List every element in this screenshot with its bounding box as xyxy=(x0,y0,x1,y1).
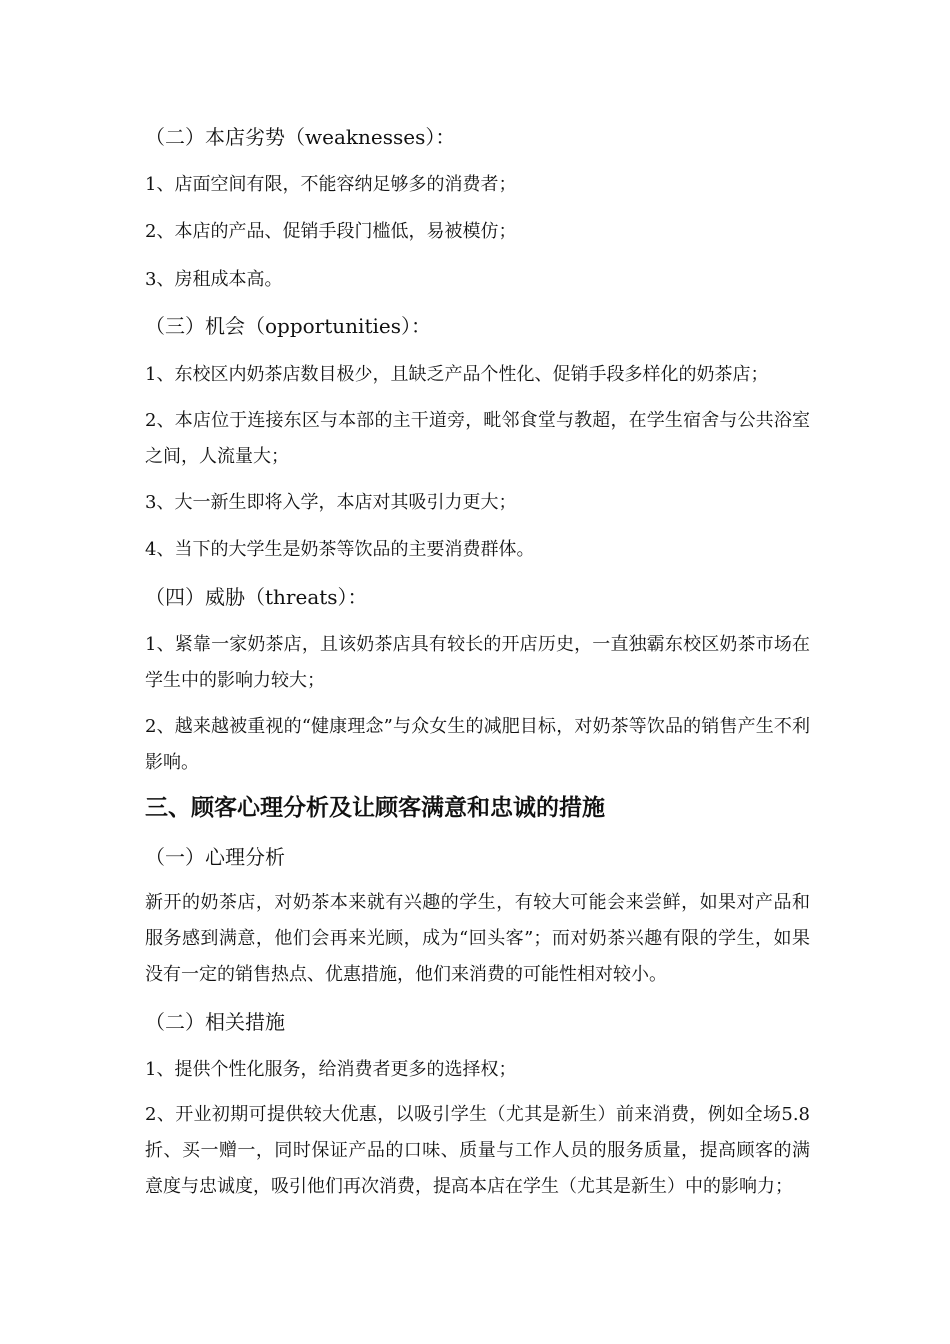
opportunity-item-2: 2、本店位于连接东区与本部的主干道旁，毗邻食堂与教超，在学生宿舍与公共浴室之间，人流量大； xyxy=(145,410,810,467)
threat-item-1: 1、紧靠一家奶茶店，且该奶茶店具有较长的开店历史，一直独霸东校区奶茶市场在学生中的影响力较大； xyxy=(145,634,810,691)
opportunities-heading: （三）机会（opportunities）： xyxy=(145,314,431,338)
opportunity-item-3: 3、大一新生即将入学，本店对其吸引力更大； xyxy=(145,492,517,513)
measure-item-2: 2、开业初期可提供较大优惠，以吸引学生（尤其是新生）前来消费，例如全场5.8折、买一赠一，同时保证产品的口味、质量与工作人员的服务质量，提高顾客的满意度与忠诚度，吸引他们再次消费，提高本店在学生（尤其是新生）中的影响力； xyxy=(145,1104,810,1197)
weakness-item-2: 2、本店的产品、促销手段门槛低，易被模仿； xyxy=(145,221,517,242)
opportunity-item-4: 4、当下的大学生是奶茶等饮品的主要消费群体。 xyxy=(145,539,535,560)
weaknesses-heading: （二）本店劣势（weaknesses）： xyxy=(145,125,456,149)
threat-item-2: 2、越来越被重视的“健康理念”与众女生的减肥目标，对奶茶等饮品的销售产生不利影响。 xyxy=(145,716,810,773)
weakness-item-1: 1、店面空间有限，不能容纳足够多的消费者； xyxy=(145,174,517,195)
opportunity-item-1: 1、东校区内奶茶店数目极少，且缺乏产品个性化、促销手段多样化的奶茶店； xyxy=(145,364,769,385)
threats-heading: （四）威胁（threats）： xyxy=(145,585,368,609)
measure-item-1: 1、提供个性化服务，给消费者更多的选择权； xyxy=(145,1059,517,1080)
psychology-heading: （一）心理分析 xyxy=(145,845,285,869)
measures-heading: （二）相关措施 xyxy=(145,1010,285,1034)
weakness-item-3: 3、房租成本高。 xyxy=(145,269,283,290)
section-3-title: 三、顾客心理分析及让顾客满意和忠诚的措施 xyxy=(145,795,605,821)
psychology-paragraph: 新开的奶茶店，对奶茶本来就有兴趣的学生，有较大可能会来尝鲜，如果对产品和服务感到满意，他们会再来光顾，成为“回头客”；而对奶茶兴趣有限的学生，如果没有一定的销售热点、优惠措施，他们来消费的可能性相对较小。 xyxy=(145,892,810,985)
